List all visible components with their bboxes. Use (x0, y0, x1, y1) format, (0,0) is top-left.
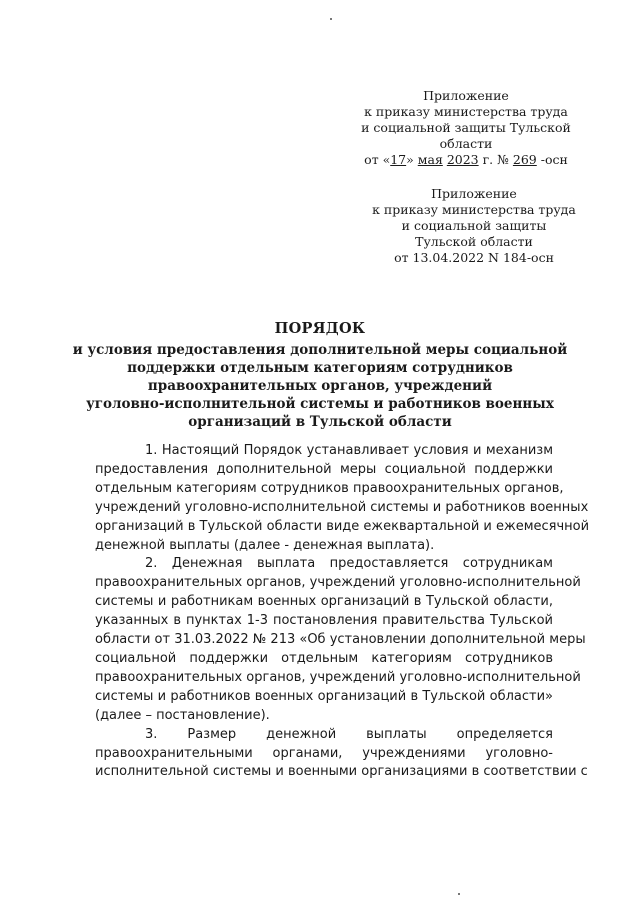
paragraph-1-line: отдельным категориям сотрудников правоохранительных органов, (95, 480, 564, 496)
order-year: 2023 (446, 152, 479, 167)
paragraph-2-line: правоохранительных органов, учреждений уголовно-исполнительной (95, 575, 581, 591)
scan-speck (458, 893, 460, 895)
paragraph-2-line: правоохранительных органов, учреждений уголовно-исполнительной (95, 669, 581, 685)
appendix-label: Приложение (431, 186, 517, 201)
paragraph-3-line: правоохранительными органами, учреждениями уголовно- (95, 745, 553, 761)
paragraph-2-line: 2. Денежная выплата предоставляется сотрудникам (145, 556, 553, 572)
order-day: 17 (390, 152, 407, 167)
document-title (70, 320, 570, 431)
order-month: мая (417, 152, 443, 167)
title-line: организаций в Тульской области (188, 414, 452, 430)
paragraph-2-line: указанных в пунктах 1-3 постановления правительства Тульской (95, 613, 553, 629)
paragraph-1-line: предоставления дополнительной меры социальной поддержки (95, 461, 553, 477)
title-line: уголовно-исполнительной системы и работников военных (86, 396, 554, 412)
order-number: 269 (512, 152, 537, 167)
paragraph-1-line: денежной выплаты (далее - денежная выплата). (95, 537, 435, 553)
appendix-region: области (439, 136, 493, 151)
title-line: поддержки отдельным категориям сотрудников (127, 360, 513, 376)
paragraph-3-line: исполнительной системы и военными организациями в соответствии с (95, 764, 588, 780)
paragraph-1-line: организаций в Тульской области виде ежеквартальной и ежемесячной (95, 518, 590, 534)
appendix-ministry: и социальной защиты (401, 218, 547, 233)
scan-speck (330, 18, 332, 20)
paragraph-2-line: (далее – постановление). (95, 707, 270, 723)
document-body (95, 442, 590, 782)
paragraph-2-line: системы и работникам военных организаций в Тульской области, (95, 594, 553, 610)
title-line: правоохранительных органов, учреждений (147, 378, 493, 394)
appendix-date-number: от 13.04.2022 N 184-осн (394, 250, 554, 265)
paragraph-1-line: учреждений уголовно-исполнительной системы и работников военных (95, 499, 589, 515)
appendix-ministry: и социальной защиты Тульской (361, 120, 571, 135)
paragraph-1-line: 1. Настоящий Порядок устанавливает условия и механизм (145, 443, 553, 458)
title-heading: ПОРЯДОК (274, 320, 366, 337)
appendix-current-order (360, 88, 572, 168)
paragraph-2-line: социальной поддержки отдельным категориям сотрудников (95, 650, 553, 666)
paragraph-3-line: 3. Размер денежной выплаты определяется (145, 726, 553, 742)
appendix-order-ref: к приказу министерства труда (372, 202, 576, 217)
appendix-region: Тульской области (415, 234, 533, 249)
title-line: и условия предоставления дополнительной меры социальной (72, 342, 568, 358)
appendix-order-ref: к приказу министерства труда (364, 104, 568, 119)
appendix-label: Приложение (423, 88, 509, 103)
paragraph-2-line: области от 31.03.2022 № 213 «Об установлении дополнительной меры (95, 632, 586, 648)
appendix-date-number: от «17» мая 2023 г. № 269 -осн (364, 152, 568, 167)
paragraph-2-line: системы и работников военных организаций в Тульской области» (95, 688, 553, 704)
appendix-previous-order (372, 186, 576, 266)
